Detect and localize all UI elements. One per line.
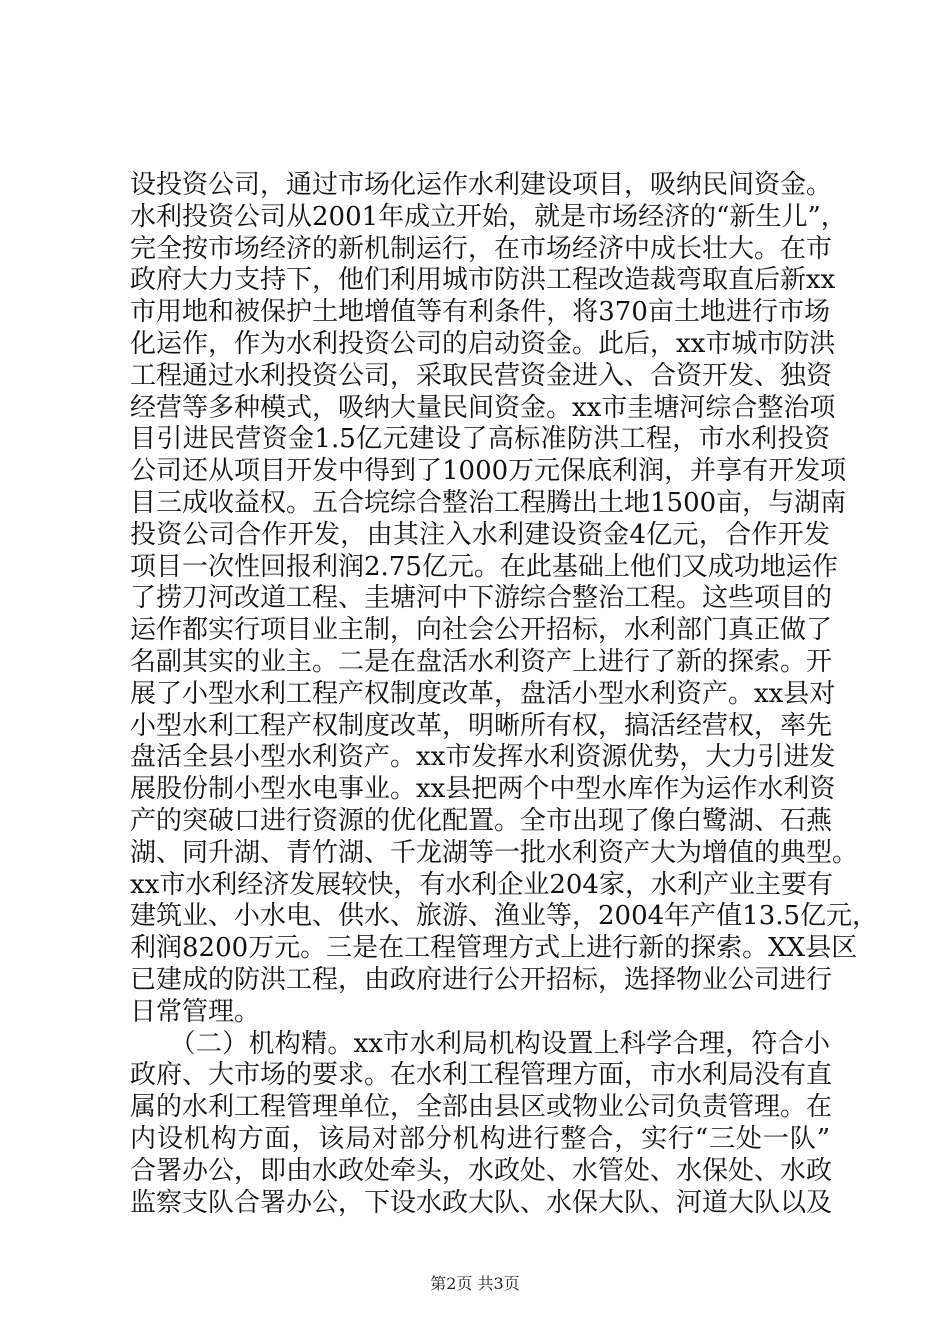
- text-line: 水利投资公司从2001年成立开始，就是市场经济的“新生儿”，: [130, 201, 847, 232]
- text-line: 设投资公司，通过市场化运作水利建设项目，吸纳民间资金。: [130, 170, 833, 200]
- text-line: 公司还从项目开发中得到了1000万元保底利润，并享有开发项: [130, 456, 847, 487]
- text-line: 内设机构方面，该局对部分机构进行整合，实行“三处一队”: [130, 1123, 830, 1154]
- text-line: 完全按市场经济的新机制运行，在市场经济中成长壮大。在市: [130, 233, 833, 264]
- text-line: 合署办公，即由水政处牵头，水政处、水管处、水保处、水政: [130, 1155, 833, 1186]
- text-line: 目三成收益权。五合垸综合整治工程腾出土地1500亩，与湖南: [130, 487, 847, 518]
- text-line: 目引进民营资金1.5亿元建设了高标准防洪工程，市水利投资: [130, 424, 830, 455]
- page-footer: 第2页 共3页: [430, 1274, 520, 1293]
- text-line: （二）机构精。xx市水利局机构设置上科学合理，符合小: [130, 1028, 830, 1059]
- text-line: 名副其实的业主。二是在盘活水利资产上进行了新的探索。开: [130, 646, 833, 677]
- text-line: 利润8200万元。三是在工程管理方式上进行新的探索。XX县区: [130, 933, 858, 964]
- text-line: 了捞刀河改道工程、圭塘河中下游综合整治工程。这些项目的: [130, 583, 833, 614]
- text-line: 已建成的防洪工程，由政府进行公开招标，选择物业公司进行: [130, 964, 833, 995]
- text-line: 属的水利工程管理单位，全部由县区或物业公司负责管理。在: [130, 1092, 833, 1123]
- text-line: 投资公司合作开发，由其注入水利建设资金4亿元，合作开发: [130, 519, 830, 550]
- text-line: 市用地和被保护土地增值等有利条件，将370亩土地进行市场: [130, 297, 830, 328]
- text-line: 建筑业、小水电、供水、旅游、渔业等，2004年产值13.5亿元，: [130, 901, 879, 932]
- text-line: xx市水利经济发展较快，有水利企业204家，水利产业主要有: [130, 869, 833, 900]
- text-line: 经营等多种模式，吸纳大量民间资金。xx市圭塘河综合整治项: [130, 392, 836, 423]
- text-line: 监察支队合署办公，下设水政大队、水保大队、河道大队以及: [130, 1187, 833, 1218]
- text-line: 盘活全县小型水利资产。xx市发挥水利资源优势，大力引进发: [130, 742, 836, 773]
- text-line: 展了小型水利工程产权制度改革，盘活小型水利资产。xx县对: [130, 678, 836, 709]
- text-line: 展股份制小型水电事业。xx县把两个中型水库作为运作水利资: [130, 774, 836, 805]
- text-line: 日常管理。: [130, 996, 261, 1027]
- text-line: 项目一次性回报利润2.75亿元。在此基础上他们又成功地运作: [130, 551, 838, 582]
- text-line: 小型水利工程产权制度改革，明晰所有权，搞活经营权，率先: [130, 710, 833, 741]
- text-line: 运作都实行项目业主制，向社会公开招标，水利部门真正做了: [130, 615, 833, 646]
- text-line: 产的突破口进行资源的优化配置。全市出现了像白鹭湖、石燕: [130, 805, 833, 836]
- text-line: 政府、大市场的要求。在水利工程管理方面，市水利局没有直: [130, 1060, 833, 1091]
- text-line: 湖、同升湖、青竹湖、千龙湖等一批水利资产大为增值的典型。: [130, 837, 859, 868]
- text-line: 政府大力支持下，他们利用城市防洪工程改造裁弯取直后新xx: [130, 265, 836, 296]
- body-text: [130, 170, 879, 1219]
- text-line: 工程通过水利投资公司，采取民营资金进入、合资开发、独资: [130, 360, 833, 391]
- text-line: 化运作，作为水利投资公司的启动资金。此后，xx市城市防洪: [130, 328, 836, 359]
